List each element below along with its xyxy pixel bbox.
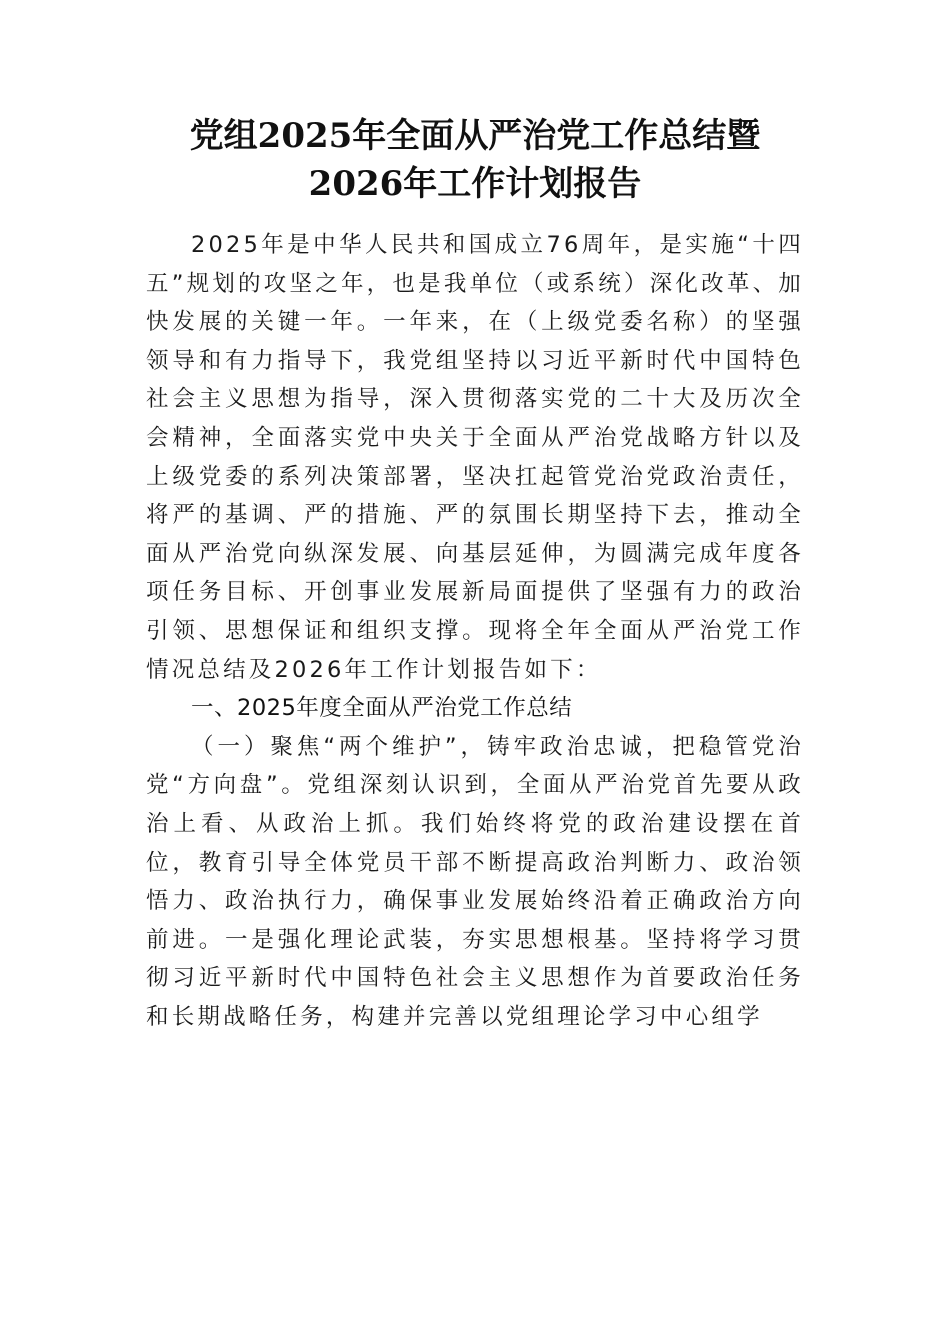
intro-paragraph: 2025年是中华人民共和国成立76周年，是实施“十四五”规划的攻坚之年，也是我单位（或系统）深化改革、加快发展的关键一年。一年来，在（上级党委名称）的坚强领导和有力指导下，我党组坚持以习近平新时代中国特色社会主义思想为指导，深入贯彻落实党的二十大及历次全会精神，全面落实党中央关于全面从严治党战略方针以及上级党委的系列决策部署，坚决扛起管党治党政治责任，将严的基调、严的措施、严的氛围长期坚持下去，推动全面从严治党向纵深发展、向基层延伸，为圆满完成年度各项任务目标、开创事业发展新局面提供了坚强有力的政治引领、思想保证和组织支撑。现将全年全面从严治党工作情况总结及2026年工作计划报告如下： <box>146 232 804 683</box>
document-body <box>146 226 804 1036</box>
document-title: 党组2025年全面从严治党工作总结暨2026年工作计划报告 <box>189 116 761 204</box>
section-one-heading: 一、2025年度全面从严治党工作总结 <box>191 695 573 722</box>
section-one-paragraph: （一）聚焦“两个维护”，铸牢政治忠诚，把稳管党治党“方向盘”。党组深刻认识到，全面从严治党首先要从政治上看、从政治上抓。我们始终将党的政治建设摆在首位，教育引导全体党员干部不断提高政治判断力、政治领悟力、政治执行力，确保事业发展始终沿着正确政治方向前进。一是强化理论武装，夯实思想根基。坚持将学习贯彻习近平新时代中国特色社会主义思想作为首要政治任务和长期战略任务，构建并完善以党组理论学习中心组学 <box>146 733 804 1030</box>
